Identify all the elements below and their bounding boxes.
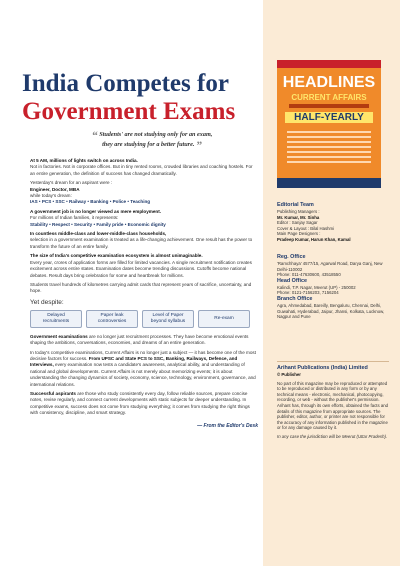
paragraph (30, 209, 258, 228)
paragraph-text: are no longer just recruitment processes. They have become emotional events shaping the ambitions, conversations, economies, and dreams of an entire generation. (30, 333, 249, 346)
editorial-team (277, 202, 389, 243)
paragraph (30, 158, 258, 177)
publisher-copyright: © Publisher (277, 372, 301, 377)
reg-office-phone: Phone: 011-47630600, 43518550 (277, 272, 341, 278)
paragraph-lead: The size of India's competitive examination ecosystem is almost unimaginable. (30, 253, 203, 259)
team-line: Publishing Managers : (277, 209, 320, 214)
paragraph (30, 253, 258, 279)
paragraph-text: every examination now tests a candidate's awareness, analytical ability, and understanding of national and global developments. Current Affairs is not merely about memorizing events; it is about understanding the changing dynamics of society, economy, science, technology, environment, governance, and international relations. (30, 362, 256, 387)
legal-notice: No part of this magazine may be reproduced or attempted to be reproduced or distributed in any form or by any technical means - electronic, mechanical, photocopying, recording, or web - without the publisher's permission. Arihant has, through its own efforts, obtained the facts and details of this magazine from appropriate sources. The publisher, editor, author, or printer are not responsible for the accuracy of any information published in the magazine or for any damage caused by it. (277, 380, 388, 431)
quote-mark-icon: “ (91, 128, 98, 142)
cover-banner (289, 104, 369, 108)
issue-box: Re-exam (198, 310, 250, 328)
paragraph-text: Every year, crores of application forms are filled for limited vacancies. A single recruitment notification creates excitement across entire states. Examination dates become trending discussions. Cutoffs become national debates. Result days bring celebration for some and heartbreak for millions. (30, 259, 252, 278)
paragraph: Students travel hundreds of kilometres carrying admit cards that represent years of sacrifice, uncertainty, and hope. (30, 281, 252, 294)
old-dreams: Engineer, Doctor, MBA (30, 186, 80, 192)
paragraph-lead: At 5 AM, millions of lights switch on across India. (30, 158, 138, 163)
offices (277, 254, 389, 320)
paragraph-lead: A government job is no longer viewed as mere employment. (30, 208, 162, 214)
paragraph-text: Not in factories. Not in corporate offices. But in tiny rented rooms, crowded libraries and coaching hostels. For an entire generation, the definition of success has changed dramatically. (30, 164, 253, 176)
team-line: Mr. Kumar, Mr. Sinha (277, 214, 320, 220)
cover-subtitle: CURRENT AFFAIRS (291, 93, 367, 102)
issue-box: Paper leak controversies (86, 310, 138, 328)
paragraph-text: are those who study consistently every day, follow reliable sources, prepare concise notes, revise regularly, and connect current developments with static subjects for deeper understanding. In competitive exams, success does not come from studying everything; it comes from studying the right things with consistency, discipline, and smart strategy. (30, 390, 250, 416)
paragraph-text: For millions of Indian families, it represents: (30, 215, 119, 221)
paragraph-text: while today's dream: (30, 193, 72, 199)
paragraph (30, 231, 258, 250)
head-office-heading: Head Office (277, 277, 307, 284)
cover-headline: HEADLINES (282, 74, 376, 91)
head-office-phone: Phone: 0121-7156203, 7156204 (277, 290, 339, 296)
reg-office-address: 'Ramchhaya' 4577/15, Agarwal Road, Darya Ganj, New Delhi-110002 (277, 261, 383, 272)
paragraph-text: In today's competitive examinations, Current Affairs is no longer just a subject — it has become one of the most decisive factors for success. (30, 349, 256, 361)
team-line: Main Page Designers : (277, 231, 321, 237)
yet-despite-label: Yet despite: (30, 298, 64, 306)
cover-text-lines (287, 128, 371, 166)
exam-list: IAS • PCS • SSC • Railway • Banking • Police • Teaching (30, 199, 151, 205)
publisher-name: Arihant Publications (India) Limited (277, 365, 368, 371)
divider (277, 361, 389, 362)
paragraph (30, 180, 258, 206)
editorial-team-heading: Editorial Team (277, 202, 314, 208)
paragraph-emphasis: From UPSC and State PCS to SSC, Banking, Railways, Defence, and Interviews, (30, 355, 238, 368)
team-line: Pradeep Kumar, Harun Khan, Kamal (277, 236, 351, 242)
team-line: Cover & Layout : Bilal Hashmi (277, 225, 335, 231)
paragraph-text: Yesterday's dream for an aspirant were : (30, 180, 113, 186)
quote-line1: Students' are not studying only for an exam, (99, 131, 213, 138)
paragraph-text: selection in a government examination is treated as a life-changing achievement. One result has the power to transform the future of an entire family. (30, 237, 253, 249)
jurisdiction-note: In any case the jurisdiction will be Meerut (Uttar Pradesh). (277, 433, 388, 439)
reg-office-heading: Reg. Office (277, 254, 306, 260)
publisher-block (277, 358, 389, 440)
page-title-line1: India Competes for (22, 70, 229, 97)
pull-quote (62, 130, 242, 150)
branch-office-heading: Branch Office (277, 295, 313, 302)
values-list: Stability • Respect • Security • Family pride • Economic dignity (30, 221, 166, 227)
page-title-line2: Government Exams (22, 98, 236, 125)
paragraph-lead: Successful aspirants (30, 390, 76, 396)
branch-office-list: Agra, Ahmedabad, Bareilly, Bengaluru, Chennai, Delhi, Guwahati, Hyderabad, Jaipur, Jhansi, Kolkata, Lucknow, Nagpur and Pune (277, 302, 385, 320)
paragraph (30, 334, 258, 347)
cover-edition: HALF-YEARLY (285, 112, 373, 123)
magazine-cover-image (277, 60, 381, 188)
cover-bottom-band (277, 178, 381, 188)
quote-line2: they are studying for a better future. (102, 141, 195, 148)
article-body (30, 158, 258, 429)
title-block (22, 70, 254, 126)
cover-top-band (277, 60, 381, 68)
paragraph-lead: Government examinations (30, 333, 88, 339)
paragraph-lead: In countless middle-class and lower-middle-class households, (30, 231, 167, 237)
issue-box: Level of Paper beyond syllabus (142, 310, 194, 328)
paragraph (30, 350, 258, 388)
issue-boxes (30, 310, 258, 328)
issue-box: Delayed recruitments (30, 310, 82, 328)
team-line: Editor : Sanjay Sagar (277, 220, 318, 226)
head-office-address: Kalindi, T.P. Nagar, Meerut (UP) - 250002 (277, 284, 356, 290)
editor-signature: — From the Editor's Desk (197, 422, 258, 429)
paragraph (30, 391, 258, 417)
quote-mark-close-icon: ” (195, 138, 202, 152)
